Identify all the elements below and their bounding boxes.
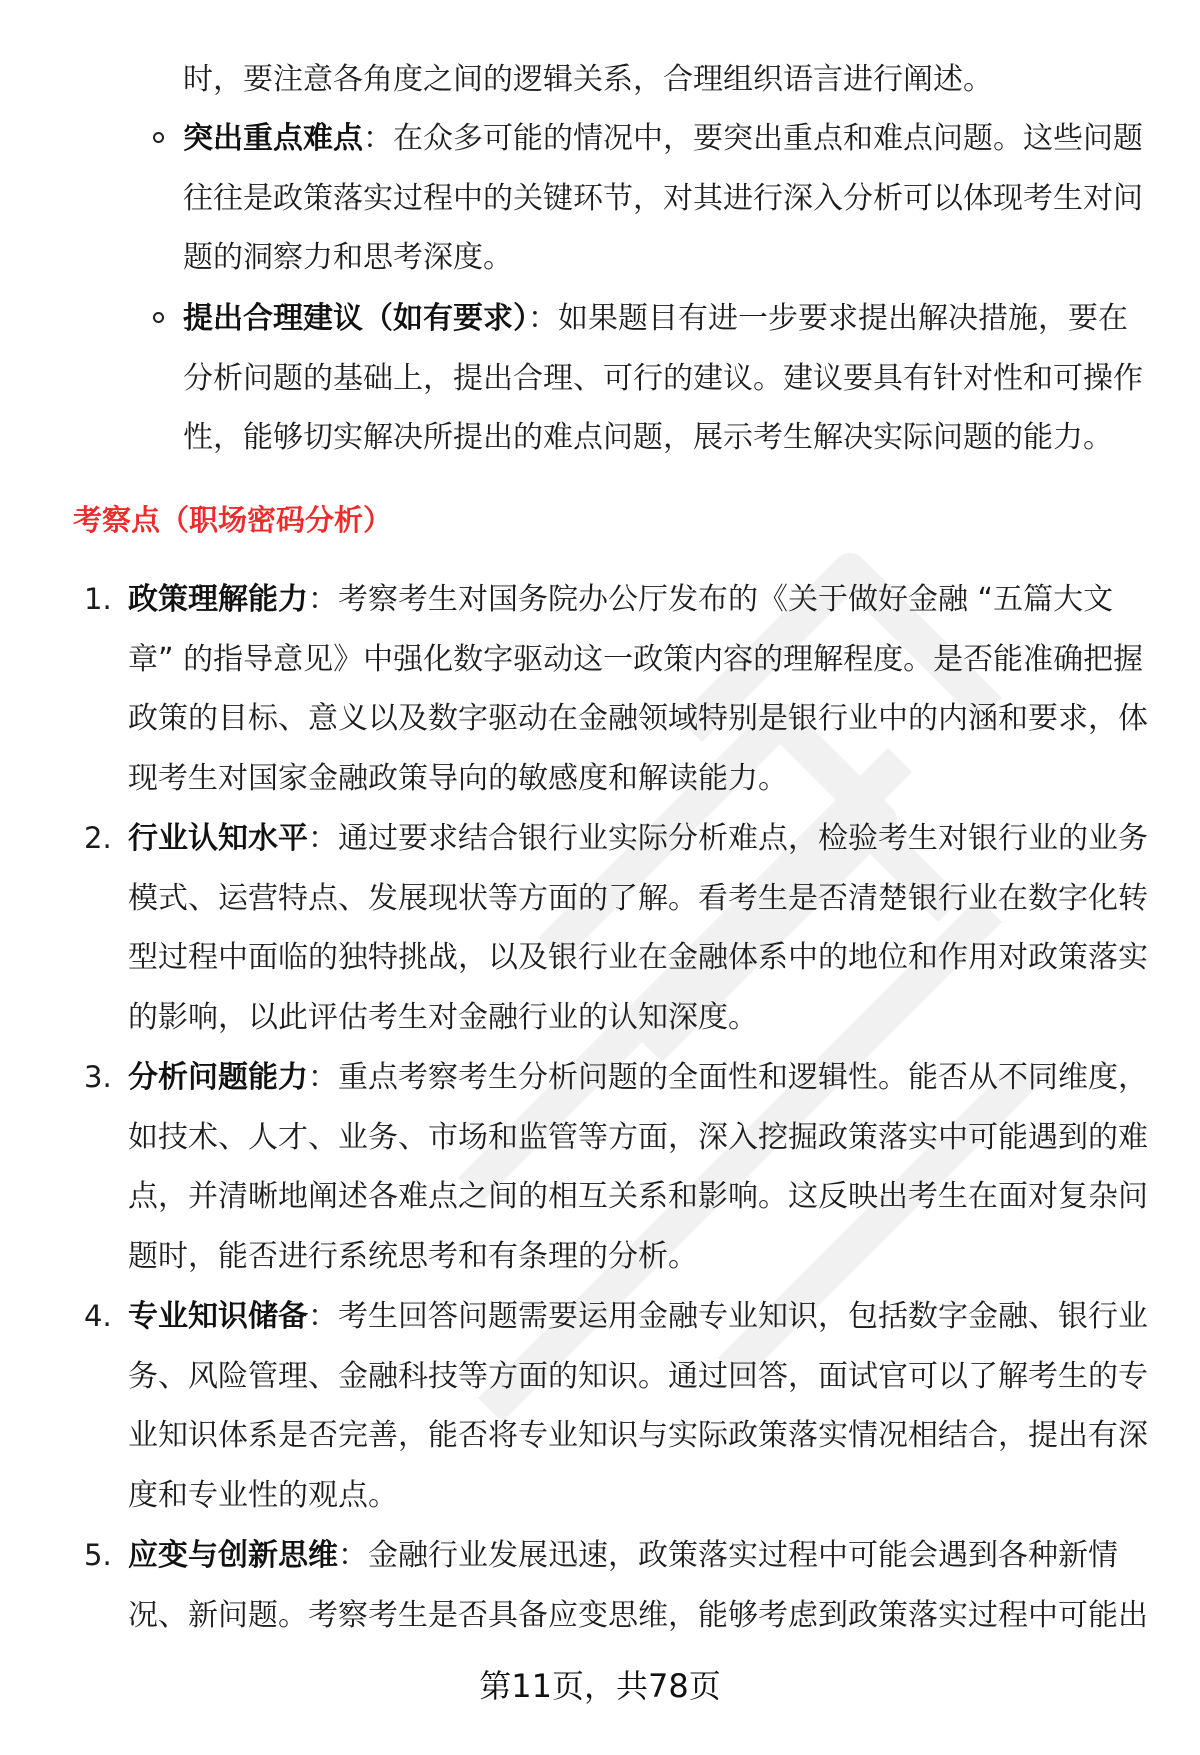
text-line: 现考生对国家金融政策导向的敏感度和解读能力。 bbox=[128, 760, 788, 796]
item-number: 1. bbox=[84, 582, 112, 616]
text-line bbox=[128, 809, 1168, 869]
item-number: 5. bbox=[84, 1538, 112, 1572]
text-line: 度和专业性的观点。 bbox=[128, 1477, 398, 1513]
item-title: 行业认知水平 bbox=[128, 821, 308, 856]
item-number: 2. bbox=[84, 821, 112, 855]
hollow-bullet-icon bbox=[153, 312, 164, 323]
text-line: 题时，能否进行系统思考和有条理的分析。 bbox=[128, 1238, 698, 1274]
item-text: ：金融行业发展迅速，政策落实过程中可能会遇到各种新情 bbox=[338, 1538, 1118, 1573]
item-number: 3. bbox=[84, 1060, 112, 1094]
text-line: 政策的目标、意义以及数字驱动在金融领域特别是银行业中的内涵和要求，体 bbox=[128, 701, 1148, 736]
bullet-title: 提出合理建议（如有要求） bbox=[183, 301, 528, 336]
item-title: 应变与创新思维 bbox=[128, 1538, 338, 1573]
section-heading: 考察点（职场密码分析） bbox=[73, 503, 393, 537]
continuation-paragraph bbox=[183, 50, 1143, 110]
item-number: 4. bbox=[84, 1299, 112, 1333]
text-line bbox=[128, 1287, 1168, 1347]
text-line: 模式、运营特点、发展现状等方面的了解。看考生是否清楚银行业在数字化转 bbox=[128, 880, 1148, 916]
text-line: 时，要注意各角度之间的逻辑关系，合理组织语言进行阐述。 bbox=[183, 62, 993, 97]
text-line bbox=[183, 289, 1143, 349]
text-line: 况、新问题。考察考生是否具备应变思维，能够考虑到政策落实过程中可能出 bbox=[128, 1597, 1148, 1633]
text-line bbox=[183, 109, 1143, 169]
hollow-bullet-icon bbox=[153, 132, 164, 143]
text-line bbox=[128, 1048, 1168, 1108]
text-line bbox=[128, 570, 1168, 630]
bullet-text: ：如果题目有进一步要求提出解决措施，要在 bbox=[528, 301, 1128, 336]
text-line: 往往是政策落实过程中的关键环节，对其进行深入分析可以体现考生对问 bbox=[183, 180, 1143, 216]
text-line: 如技术、人才、业务、市场和监管等方面，深入挖掘政策落实中可能遇到的难 bbox=[128, 1119, 1148, 1155]
item-text: ：通过要求结合银行业实际分析难点，检验考生对银行业的业务 bbox=[308, 821, 1148, 856]
page-number: 第11页，共78页 bbox=[479, 1667, 721, 1705]
text-line: 性，能够切实解决所提出的难点问题，展示考生解决实际问题的能力。 bbox=[183, 420, 1113, 455]
bullet-title: 突出重点难点 bbox=[183, 121, 363, 156]
text-line: 题的洞察力和思考深度。 bbox=[183, 240, 513, 275]
text-line: 务、风险管理、金融科技等方面的知识。通过回答，面试官可以了解考生的专 bbox=[128, 1358, 1148, 1394]
text-line: 分析问题的基础上，提出合理、可行的建议。建议要具有针对性和可操作 bbox=[183, 360, 1143, 396]
item-text: ：考察考生对国务院办公厅发布的《关于做好金融 “五篇大文 bbox=[308, 582, 1114, 617]
text-line: 点，并清晰地阐述各难点之间的相互关系和影响。这反映出考生在面对复杂问 bbox=[128, 1179, 1148, 1214]
item-text: ：重点考察考生分析问题的全面性和逻辑性。能否从不同维度， bbox=[308, 1060, 1148, 1095]
bullet-text: ：在众多可能的情况中，要突出重点和难点问题。这些问题 bbox=[363, 121, 1143, 156]
item-title: 政策理解能力 bbox=[128, 582, 308, 617]
text-line: 业知识体系是否完善，能否将专业知识与实际政策落实情况相结合，提出有深 bbox=[128, 1418, 1148, 1453]
text-line: 型过程中面临的独特挑战，以及银行业在金融体系中的地位和作用对政策落实 bbox=[128, 940, 1148, 975]
text-line: 的影响，以此评估考生对金融行业的认知深度。 bbox=[128, 999, 758, 1035]
item-text: ：考生回答问题需要运用金融专业知识，包括数字金融、银行业 bbox=[308, 1299, 1148, 1334]
text-line: 章” 的指导意见》中强化数字驱动这一政策内容的理解程度。是否能准确把握 bbox=[128, 641, 1144, 677]
text-line bbox=[128, 1526, 1168, 1586]
item-title: 专业知识储备 bbox=[128, 1299, 308, 1334]
item-title: 分析问题能力 bbox=[128, 1060, 308, 1095]
